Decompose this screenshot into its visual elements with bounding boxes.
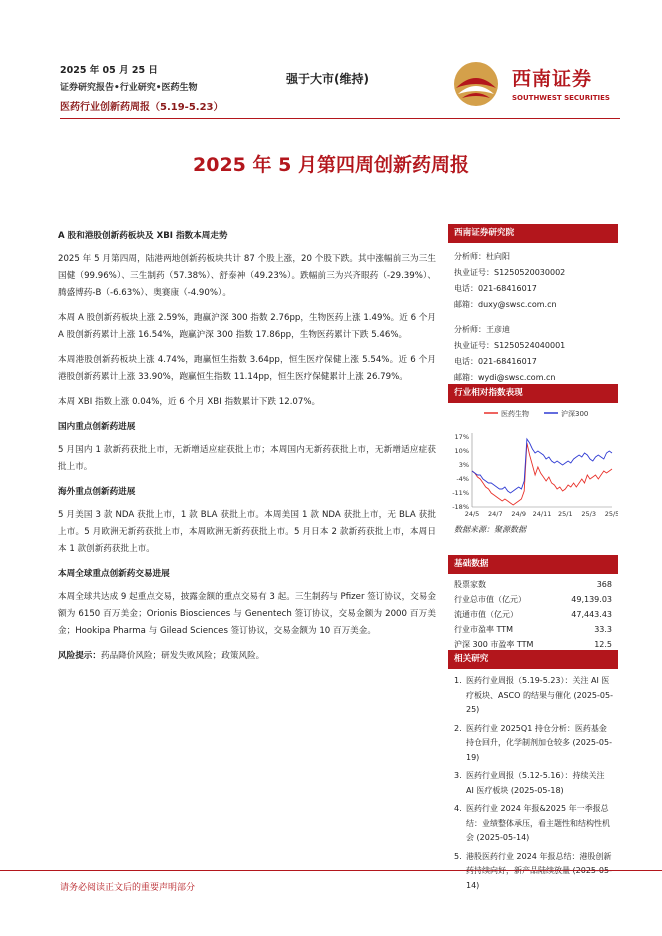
x-tick-label: 24/5: [464, 510, 480, 518]
series-line: [472, 439, 612, 493]
basic-label: 沪深 300 市盈率 TTM: [454, 640, 534, 649]
basic-row: [448, 607, 618, 622]
page-title: 2025 年 5 月第四周创新药周报: [193, 154, 469, 176]
analyst-email[interactable]: 邮箱：wydi@swsc.com.cn: [454, 373, 556, 382]
x-tick-label: 25/1: [558, 510, 573, 518]
related-index: 2.: [454, 723, 462, 733]
paragraph-deals: 本周全球共达成 9 起重点交易，披露金额的重点交易有 3 起。三生制药与 Pfizer 签订协议，交易金额为 6150 百万美金；Orionis Biosciences 与 Genentech 签订协议，交易金额为 2000 百万美金；Hookipa Pharma 与 Gilead Sciences 签订协议，交易金额为 10 百万美金。: [58, 592, 436, 636]
y-tick-label: 17%: [454, 433, 469, 441]
sidebar-research: [448, 224, 618, 386]
x-tick-label: 24/7: [488, 510, 503, 518]
sidebar-basic-data: [448, 555, 618, 652]
sidebar-header-related: 相关研究: [448, 650, 618, 669]
y-tick-label: -18%: [452, 503, 469, 511]
analyst-email[interactable]: 邮箱：duxy@swsc.com.cn: [454, 300, 557, 309]
analyst-phone: 电话：021-68416017: [454, 357, 537, 366]
basic-label: 行业市盈率 TTM: [454, 625, 514, 634]
section-heading-market: A 股和港股创新药板块及 XBI 指数本周走势: [58, 231, 228, 241]
sidebar-related-research: [448, 650, 618, 897]
sidebar-header-basic: 基础数据: [448, 555, 618, 574]
y-tick-label: 10%: [454, 447, 469, 455]
related-item[interactable]: [448, 850, 618, 898]
logo-emblem-icon: [450, 58, 502, 110]
basic-value: 368: [596, 580, 612, 589]
paragraph-domestic: 5 月国内 1 款新药获批上市，无新增适应症获批上市；本周国内无新药获批上市，无新增适应症获批上市。: [58, 445, 436, 472]
sidebar-performance: [448, 384, 618, 538]
related-item[interactable]: [448, 769, 618, 802]
related-title: 医药行业周报（5.12-5.16）：持续关注 AI 医疗板块 (2025-05-18): [466, 771, 605, 795]
basic-row: [448, 592, 618, 607]
basic-value: 12.5: [594, 640, 612, 649]
analyst-name: 分析师：杜向阳: [454, 252, 510, 261]
risk-text: 药品降价风险；研发失败风险；政策风险。: [100, 651, 265, 661]
x-tick-label: 25/5: [604, 510, 618, 518]
section-heading-overseas: 海外重点创新药进展: [58, 487, 136, 497]
basic-value: 47,443.43: [571, 610, 612, 619]
legend-label: 沪深300: [561, 410, 589, 418]
footer-disclaimer: 请务必阅读正文后的重要声明部分: [60, 883, 196, 893]
related-title: 医药行业 2024 年报&2025 年一季报总结：业绩整体承压，看主题性和结构性机会 (2025-05-14): [466, 804, 610, 842]
series-line: [472, 443, 612, 505]
paragraph-hk-share: 本周港股创新药板块上涨 4.74%，跑赢恒生指数 3.64pp，恒生医疗保健上涨 5.54%。近 6 个月港股创新药累计上涨 33.90%，跑赢恒生指数 11.14pp，恒生医疗保健累计上涨 26.79%。: [58, 355, 436, 382]
basic-label: 股票家数: [454, 580, 486, 589]
paragraph-xbi: 本周 XBI 指数上涨 0.04%，近 6 个月 XBI 指数累计下跌 12.07%。: [58, 397, 321, 407]
related-item[interactable]: [448, 674, 618, 722]
basic-value: 49,139.03: [571, 595, 612, 604]
analyst-cert: 执业证号：S1250524040001: [454, 341, 566, 350]
related-index: 5.: [454, 851, 462, 861]
risk-label: 风险提示：: [58, 651, 101, 661]
analyst-cert: 执业证号：S1250520030002: [454, 268, 566, 277]
basic-row: [448, 622, 618, 637]
header-divider: [60, 118, 620, 119]
related-title: 港股医药行业 2024 年报总结：港股创新 14): [466, 851, 612, 890]
paragraph-overview: 2025 年 5 月第四周，陆港两地创新药板块共计 87 个股上涨，20 个股下跌。其中涨幅前三为三生国健（99.96%）、三生制药（57.38%）、舒泰神（49.23%）。跌幅前三为兴齐眼药（-29.39%）、腾盛博药-B（-6.63%）、奥赛康（-4.90%）。: [58, 254, 436, 298]
basic-label: 行业总市值（亿元）: [454, 595, 526, 604]
x-tick-label: 24/9: [511, 510, 526, 518]
related-index: 3.: [454, 771, 462, 780]
related-item[interactable]: [448, 802, 618, 850]
related-index: 4.: [454, 804, 462, 813]
legend-label: 医药生物: [501, 410, 529, 418]
report-date: 2025 年 05 月 25 日: [60, 65, 158, 76]
logo-text-en: SOUTHWEST SECURITIES: [512, 94, 610, 102]
analyst-name: 分析师：王彦迪: [454, 325, 510, 334]
related-item[interactable]: [448, 722, 618, 770]
paragraph-a-share: 本周 A 股创新药板块上涨 2.59%，跑赢沪深 300 指数 2.76pp，生物医药上涨 1.49%。近 6 个月 A 股创新药累计上涨 16.54%，跑赢沪深 300 指数 17.86pp，生物医药累计下跌 5.46%。: [58, 313, 436, 340]
company-logo: [450, 58, 610, 110]
section-heading-deals: 本周全球重点创新药交易进展: [58, 569, 170, 579]
data-source: 数据来源：聚源数据: [454, 525, 526, 534]
performance-chart: [448, 403, 618, 518]
logo-text-cn: 西南证券: [512, 68, 593, 90]
y-tick-label: -4%: [456, 475, 469, 483]
paragraph-overseas: 5 月美国 3 款 NDA 获批上市，1 款 BLA 获批上市。本周美国 1 款 NDA 获批上市，无 BLA 获批上市。5 月欧洲无新药获批上市，本周欧洲无新药获批上市。5 月日本 2 款新药获批上市，本周日本 1 款创新药获批上市。: [58, 510, 436, 554]
sidebar-header-performance: 行业相对指数表现: [448, 384, 618, 403]
section-heading-domestic: 国内重点创新药进展: [58, 422, 136, 432]
x-tick-label: 25/3: [581, 510, 596, 518]
footer-divider: [0, 870, 662, 871]
sidebar-header-research: 西南证券研究院: [448, 224, 618, 243]
analyst-phone: 电话：021-68416017: [454, 284, 537, 293]
y-tick-label: 3%: [458, 461, 469, 469]
x-tick-label: 24/11: [532, 510, 552, 518]
related-index: 1.: [454, 676, 462, 685]
y-tick-label: -11%: [452, 489, 469, 497]
report-category: 证券研究报告•行业研究•医药生物: [60, 83, 198, 93]
report-name: 医药行业创新药周报（5.19-5.23）: [60, 102, 224, 113]
basic-label: 流通市值（亿元）: [454, 610, 518, 619]
industry-rating: 强于大市(维持): [286, 72, 369, 86]
related-title: 医药行业 2025Q1 持仓分析：医药基金持仓回升，化学制剂加仓较多 (2025-05-19): [466, 723, 612, 762]
basic-value: 33.3: [594, 625, 612, 634]
main-content: [58, 222, 436, 673]
risk-warning: [58, 648, 436, 665]
related-title: 医药行业周报（5.19-5.23）：关注 AI 医疗板块、ASCO 的结果与催化 (2025-05-25): [466, 676, 613, 714]
basic-row: [448, 577, 618, 592]
